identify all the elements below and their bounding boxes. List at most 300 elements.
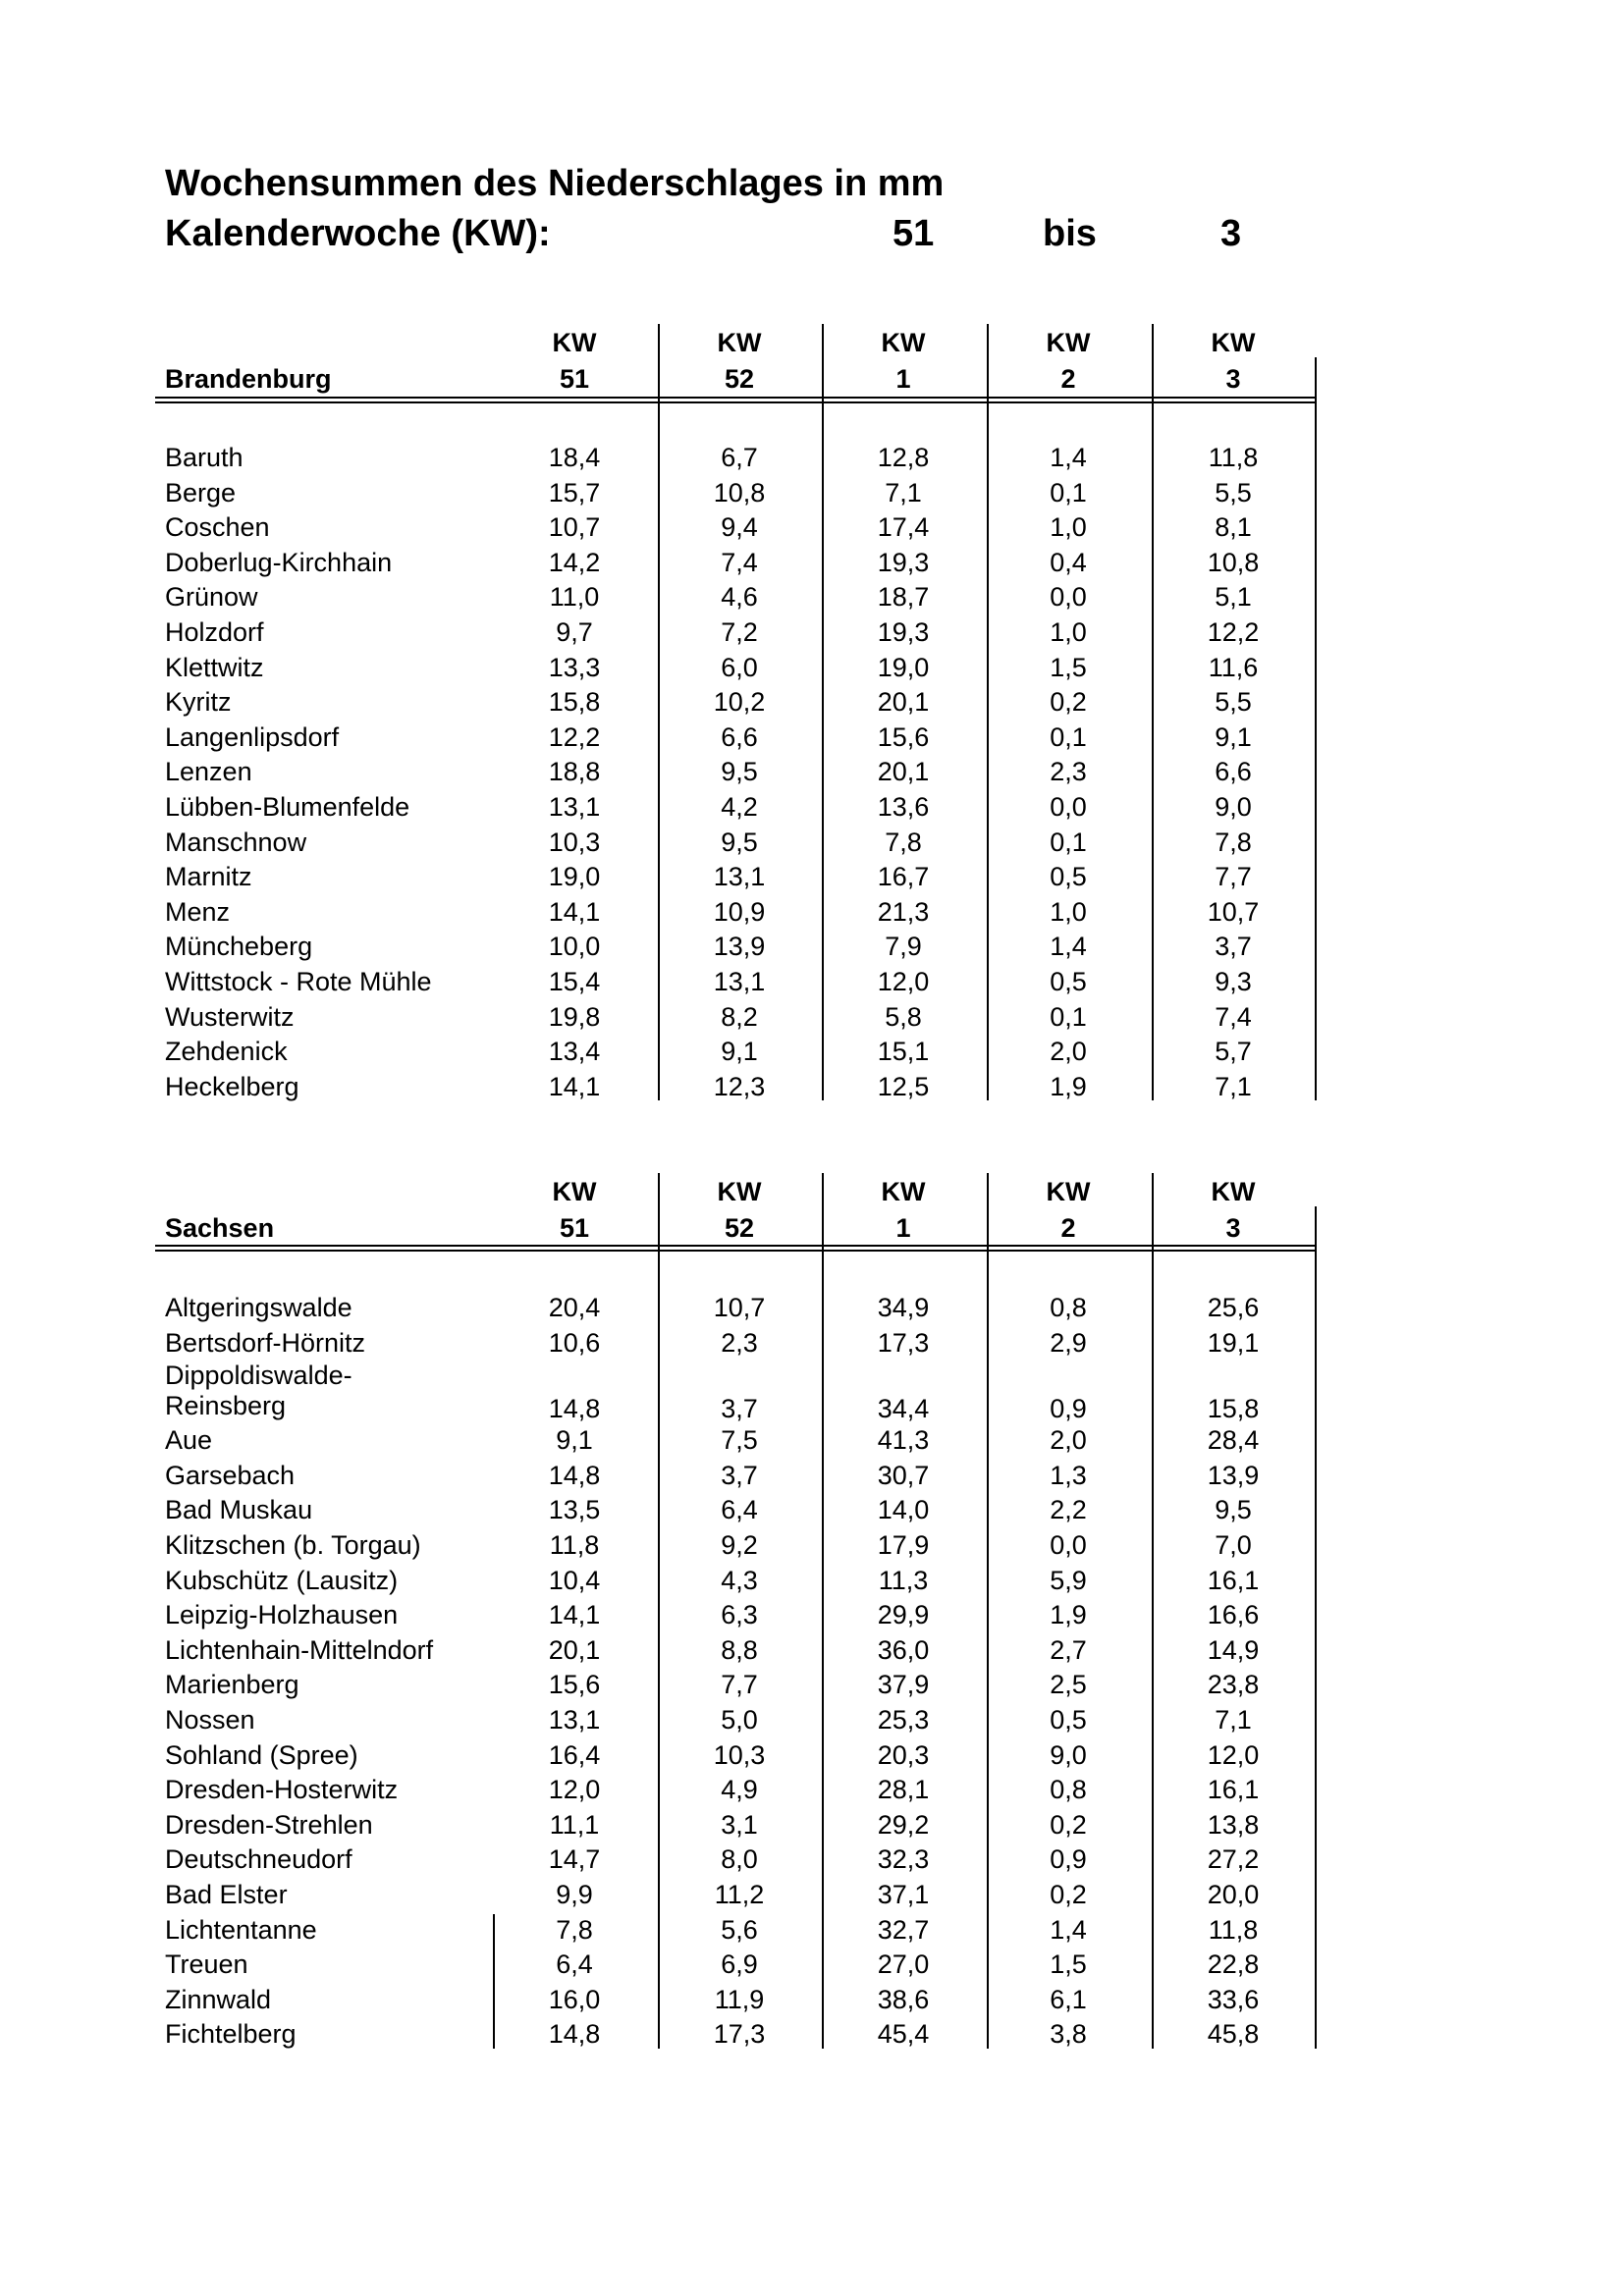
precipitation-value: 15,8 (1207, 1394, 1260, 1424)
precipitation-value: 6,0 (721, 652, 758, 682)
precipitation-value: 15,4 (548, 967, 601, 996)
precipitation-value: 11,2 (714, 1880, 765, 1909)
precipitation-value: 10,7 (713, 1293, 766, 1322)
station-name: Lenzen (165, 757, 252, 787)
precipitation-value: 11,8 (1208, 443, 1259, 472)
precipitation-value: 45,8 (1207, 2019, 1260, 2050)
table-row (0, 1598, 1624, 1633)
column-header-top: KW (1046, 1177, 1091, 1206)
column-divider (987, 324, 989, 1100)
precipitation-value: 5,1 (1215, 582, 1252, 613)
column-header-week: 52 (724, 1213, 755, 1243)
precipitation-value: 4,9 (721, 1775, 758, 1805)
precipitation-value: 12,2 (548, 721, 601, 752)
precipitation-value: 1,5 (1050, 652, 1087, 682)
precipitation-value: 7,8 (556, 1914, 593, 1945)
station-name: Menz (165, 896, 231, 927)
precipitation-value: 7,8 (885, 827, 922, 857)
precipitation-value: 8,8 (721, 1634, 758, 1665)
precipitation-value: 5,0 (721, 1705, 758, 1735)
precipitation-value: 4,2 (721, 792, 758, 822)
table-row (0, 441, 1624, 476)
station-name: Dresden-Hosterwitz (165, 1775, 399, 1805)
precipitation-value: 10,3 (713, 1739, 766, 1770)
table-row (0, 826, 1624, 861)
precipitation-value: 14,1 (548, 896, 601, 927)
precipitation-value: 11,9 (714, 1984, 765, 2014)
precipitation-value: 12,0 (548, 1775, 601, 1805)
station-name: Klitzschen (b. Torgau) (165, 1530, 421, 1560)
table-row (0, 685, 1624, 721)
precipitation-value: 14,0 (877, 1495, 930, 1525)
precipitation-value: 11,8 (1208, 1914, 1259, 1945)
precipitation-value: 27,2 (1207, 1844, 1260, 1875)
precipitation-value: 5,5 (1215, 477, 1252, 507)
precipitation-value: 19,1 (1207, 1327, 1260, 1358)
precipitation-value: 14,9 (1207, 1634, 1260, 1665)
precipitation-value: 28,4 (1207, 1425, 1260, 1456)
table-row (0, 1703, 1624, 1738)
table-row (0, 1070, 1624, 1105)
precipitation-value: 32,7 (877, 1914, 930, 1945)
column-header-top: KW (717, 1177, 762, 1206)
precipitation-value: 13,3 (548, 652, 601, 682)
station-name: Fichtelberg (165, 2019, 297, 2050)
precipitation-value: 5,6 (721, 1914, 758, 1945)
precipitation-value: 32,3 (877, 1844, 930, 1875)
precipitation-value: 5,7 (1215, 1037, 1252, 1067)
table-row (0, 1668, 1624, 1703)
precipitation-value: 41,3 (877, 1425, 930, 1456)
precipitation-value: 20,0 (1207, 1880, 1260, 1909)
station-name: Nossen (165, 1705, 255, 1735)
precipitation-value: 37,1 (877, 1880, 930, 1909)
precipitation-value: 7,7 (721, 1670, 758, 1700)
precipitation-value: 19,0 (548, 862, 601, 892)
precipitation-value: 0,5 (1050, 1705, 1087, 1735)
precipitation-value: 14,2 (548, 547, 601, 577)
precipitation-value: 5,5 (1215, 687, 1252, 718)
precipitation-value: 29,2 (877, 1809, 930, 1840)
header-rule (155, 397, 1315, 399)
column-header-week: 3 (1225, 1213, 1241, 1243)
precipitation-value: 7,1 (885, 477, 922, 507)
station-name: Berge (165, 477, 237, 507)
precipitation-value: 13,9 (713, 932, 766, 962)
week-range-bis: bis (1043, 213, 1097, 254)
station-name: Treuen (165, 1949, 248, 1980)
precipitation-value: 8,1 (1215, 512, 1252, 543)
precipitation-value: 7,4 (721, 547, 758, 577)
precipitation-value: 0,1 (1050, 827, 1087, 857)
precipitation-value: 12,0 (1207, 1739, 1260, 1770)
column-divider (493, 1914, 495, 2049)
precipitation-value: 20,4 (548, 1293, 601, 1322)
precipitation-value: 7,1 (1215, 1071, 1252, 1101)
page-title: Wochensummen des Niederschlages in mm (165, 163, 945, 204)
precipitation-value: 1,4 (1050, 1914, 1087, 1945)
station-name: Doberlug-Kirchhain (165, 547, 393, 577)
precipitation-value: 2,0 (1050, 1425, 1087, 1456)
precipitation-value: 9,5 (721, 827, 758, 857)
precipitation-value: 0,5 (1050, 967, 1087, 996)
precipitation-value: 0,5 (1050, 862, 1087, 892)
precipitation-value: 34,4 (877, 1394, 930, 1424)
station-name: Kubschütz (Lausitz) (165, 1565, 399, 1595)
precipitation-value: 19,3 (877, 617, 930, 647)
precipitation-value: 6,1 (1050, 1984, 1087, 2014)
precipitation-value: 11,6 (1208, 652, 1259, 682)
precipitation-value: 25,6 (1207, 1293, 1260, 1322)
table-row (0, 965, 1624, 1000)
precipitation-value: 0,9 (1050, 1844, 1087, 1875)
column-header-top: KW (1211, 328, 1256, 357)
table-row (0, 476, 1624, 511)
precipitation-value: 1,4 (1050, 443, 1087, 472)
precipitation-value: 9,1 (556, 1425, 593, 1456)
week-range-line (165, 213, 1242, 254)
column-header-week: 1 (895, 1213, 911, 1243)
column-header-week: 51 (559, 364, 590, 394)
precipitation-value: 34,9 (877, 1293, 930, 1322)
precipitation-value: 10,8 (1207, 547, 1260, 577)
precipitation-value: 12,0 (877, 967, 930, 996)
table-row (0, 1773, 1624, 1808)
precipitation-value: 3,7 (1215, 932, 1252, 962)
table-row (0, 651, 1624, 686)
precipitation-value: 0,8 (1050, 1775, 1087, 1805)
table-row (0, 546, 1624, 581)
precipitation-value: 0,1 (1050, 477, 1087, 507)
precipitation-value: 7,9 (885, 932, 922, 962)
precipitation-value: 10,2 (713, 687, 766, 718)
header-rule (155, 1245, 1315, 1247)
precipitation-value: 1,0 (1050, 896, 1087, 927)
column-header-top: KW (1046, 328, 1091, 357)
precipitation-value: 15,8 (548, 687, 601, 718)
precipitation-value: 27,0 (877, 1949, 930, 1980)
precipitation-value: 12,2 (1207, 617, 1260, 647)
week-range-to: 3 (1220, 213, 1242, 254)
table-row (0, 1035, 1624, 1070)
precipitation-value: 25,3 (877, 1705, 930, 1735)
precipitation-value: 6,6 (1215, 757, 1252, 787)
precipitation-value: 7,4 (1215, 1001, 1252, 1032)
precipitation-value: 12,3 (713, 1071, 766, 1101)
precipitation-value: 18,7 (877, 582, 930, 613)
precipitation-value: 18,8 (548, 757, 601, 787)
precipitation-value: 7,0 (1215, 1530, 1252, 1560)
precipitation-value: 11,8 (549, 1530, 600, 1560)
column-divider (822, 324, 824, 1100)
precipitation-value: 45,4 (877, 2019, 930, 2050)
precipitation-value: 2,7 (1050, 1634, 1087, 1665)
column-header-top: KW (552, 1177, 597, 1206)
station-name: Sohland (Spree) (165, 1739, 358, 1770)
table-row (0, 860, 1624, 895)
table-row (0, 755, 1624, 790)
precipitation-value: 2,5 (1050, 1670, 1087, 1700)
precipitation-value: 9,2 (721, 1530, 758, 1560)
precipitation-value: 21,3 (877, 896, 930, 927)
table-row (0, 1361, 1624, 1423)
precipitation-value: 30,7 (877, 1460, 930, 1490)
precipitation-value: 1,5 (1050, 1949, 1087, 1980)
precipitation-value: 4,6 (721, 582, 758, 613)
precipitation-value: 6,4 (721, 1495, 758, 1525)
precipitation-value: 16,1 (1207, 1775, 1260, 1805)
precipitation-value: 11,1 (549, 1809, 600, 1840)
header-rule (155, 1250, 1315, 1252)
precipitation-value: 3,1 (721, 1809, 758, 1840)
precipitation-value: 10,6 (548, 1327, 601, 1358)
column-divider (987, 1173, 989, 2049)
station-name: Dippoldiswalde- Reinsberg (165, 1361, 352, 1421)
precipitation-value: 9,0 (1050, 1739, 1087, 1770)
precipitation-value: 0,0 (1050, 582, 1087, 613)
precipitation-value: 18,4 (548, 443, 601, 472)
precipitation-value: 20,1 (877, 757, 930, 787)
column-header-top: KW (1211, 1177, 1256, 1206)
table-row (0, 1948, 1624, 1983)
precipitation-value: 33,6 (1207, 1984, 1260, 2014)
table-row (0, 1983, 1624, 2018)
station-name: Grünow (165, 582, 258, 613)
precipitation-value: 0,1 (1050, 1001, 1087, 1032)
precipitation-value: 19,3 (877, 547, 930, 577)
table-row (0, 1738, 1624, 1774)
station-name: Coschen (165, 512, 270, 543)
table-row (0, 1564, 1624, 1599)
precipitation-value: 0,0 (1050, 1530, 1087, 1560)
precipitation-value: 2,0 (1050, 1037, 1087, 1067)
precipitation-value: 6,3 (721, 1600, 758, 1630)
station-name: Bad Elster (165, 1880, 288, 1909)
precipitation-value: 15,7 (548, 477, 601, 507)
precipitation-value: 17,9 (877, 1530, 930, 1560)
precipitation-value: 0,2 (1050, 1880, 1087, 1909)
table-row (0, 721, 1624, 756)
precipitation-value: 20,1 (548, 1634, 601, 1665)
station-name: Wusterwitz (165, 1001, 295, 1032)
station-name: Bertsdorf-Hörnitz (165, 1327, 366, 1358)
table-row (0, 2017, 1624, 2053)
station-name: Zinnwald (165, 1984, 272, 2014)
column-header-week: 1 (895, 364, 911, 394)
station-name: Langenlipsdorf (165, 721, 340, 752)
week-range-label: Kalenderwoche (KW): (165, 213, 551, 254)
station-name: Garsebach (165, 1460, 296, 1490)
precipitation-value: 20,3 (877, 1739, 930, 1770)
station-name: Klettwitz (165, 652, 264, 682)
station-name: Wittstock - Rote Mühle (165, 967, 432, 996)
precipitation-value: 10,0 (548, 932, 601, 962)
precipitation-value: 13,1 (548, 1705, 601, 1735)
station-name: Bad Muskau (165, 1495, 313, 1525)
precipitation-value: 16,6 (1207, 1600, 1260, 1630)
station-name: Heckelberg (165, 1071, 299, 1101)
precipitation-value: 9,3 (1215, 967, 1252, 996)
table-row (0, 1633, 1624, 1669)
precipitation-value: 13,1 (713, 862, 766, 892)
precipitation-value: 14,1 (548, 1071, 601, 1101)
table-row (0, 1528, 1624, 1564)
precipitation-value: 36,0 (877, 1634, 930, 1665)
column-header-week: 3 (1225, 364, 1241, 394)
precipitation-value: 15,6 (877, 721, 930, 752)
station-name: Manschnow (165, 827, 307, 857)
precipitation-value: 14,8 (548, 2019, 601, 2050)
precipitation-value: 3,8 (1050, 2019, 1087, 2050)
precipitation-value: 14,8 (548, 1460, 601, 1490)
column-header-week: 51 (559, 1213, 590, 1243)
column-header-top: KW (717, 328, 762, 357)
precipitation-value: 7,8 (1215, 827, 1252, 857)
station-name: Müncheberg (165, 932, 313, 962)
station-name: Marnitz (165, 862, 252, 892)
precipitation-value: 37,9 (877, 1670, 930, 1700)
precipitation-value: 16,4 (548, 1739, 601, 1770)
precipitation-value: 0,8 (1050, 1293, 1087, 1322)
precipitation-value: 11,3 (878, 1565, 929, 1595)
precipitation-value: 9,5 (1215, 1495, 1252, 1525)
precipitation-value: 9,7 (556, 617, 593, 647)
station-name: Altgeringswalde (165, 1293, 352, 1322)
station-name: Lichtentanne (165, 1914, 317, 1945)
station-name: Marienberg (165, 1670, 299, 1700)
precipitation-value: 15,6 (548, 1670, 601, 1700)
table-row (0, 1423, 1624, 1459)
precipitation-value: 10,4 (548, 1565, 601, 1595)
precipitation-value: 9,1 (721, 1037, 758, 1067)
table-row (0, 580, 1624, 615)
precipitation-value: 1,4 (1050, 932, 1087, 962)
precipitation-value: 8,2 (721, 1001, 758, 1032)
region-label: Sachsen (165, 1213, 275, 1243)
precipitation-value: 2,3 (721, 1327, 758, 1358)
precipitation-value: 28,1 (877, 1775, 930, 1805)
precipitation-value: 16,7 (877, 862, 930, 892)
precipitation-value: 7,5 (721, 1425, 758, 1456)
table-row (0, 1878, 1624, 1913)
precipitation-value: 7,7 (1215, 862, 1252, 892)
column-header-week: 2 (1060, 364, 1076, 394)
precipitation-value: 17,4 (877, 512, 930, 543)
precipitation-value: 2,9 (1050, 1327, 1087, 1358)
precipitation-value: 5,8 (885, 1001, 922, 1032)
table-row (0, 615, 1624, 651)
precipitation-value: 0,0 (1050, 792, 1087, 822)
precipitation-value: 11,0 (549, 582, 600, 613)
precipitation-value: 3,7 (721, 1460, 758, 1490)
precipitation-value: 6,6 (721, 721, 758, 752)
precipitation-value: 14,7 (548, 1844, 601, 1875)
table-row (0, 1000, 1624, 1036)
column-divider (1152, 324, 1154, 1100)
station-name: Aue (165, 1425, 213, 1456)
precipitation-value: 3,7 (721, 1394, 758, 1424)
precipitation-value: 17,3 (877, 1327, 930, 1358)
precipitation-value: 5,9 (1050, 1565, 1087, 1595)
table-row (0, 1493, 1624, 1528)
station-name: Lübben-Blumenfelde (165, 792, 410, 822)
table-row (0, 510, 1624, 546)
precipitation-value: 6,9 (721, 1949, 758, 1980)
precipitation-value: 10,7 (548, 512, 601, 543)
column-divider (658, 1173, 660, 2049)
column-divider (1315, 1206, 1317, 2049)
station-name: Baruth (165, 443, 244, 472)
precipitation-value: 17,3 (713, 2019, 766, 2050)
precipitation-value: 6,4 (556, 1949, 593, 1980)
precipitation-value: 19,8 (548, 1001, 601, 1032)
precipitation-value: 10,3 (548, 827, 601, 857)
station-name: Leipzig-Holzhausen (165, 1600, 399, 1630)
precipitation-value: 22,8 (1207, 1949, 1260, 1980)
station-name: Kyritz (165, 687, 232, 718)
precipitation-value: 9,0 (1215, 792, 1252, 822)
table-row (0, 895, 1624, 931)
column-header-top: KW (881, 1177, 926, 1206)
precipitation-value: 14,8 (548, 1394, 601, 1424)
precipitation-value: 16,0 (548, 1984, 601, 2014)
precipitation-value: 4,3 (721, 1565, 758, 1595)
column-header-week: 52 (724, 364, 755, 394)
header-rule (155, 401, 1315, 403)
column-header-top: KW (881, 328, 926, 357)
precipitation-value: 16,1 (1207, 1565, 1260, 1595)
precipitation-value: 10,7 (1207, 896, 1260, 927)
station-name: Zehdenick (165, 1037, 288, 1067)
precipitation-value: 15,1 (877, 1037, 930, 1067)
station-name: Dresden-Strehlen (165, 1809, 373, 1840)
precipitation-value: 13,1 (548, 792, 601, 822)
table-row (0, 1808, 1624, 1843)
precipitation-value: 1,3 (1050, 1460, 1087, 1490)
column-divider (1315, 357, 1317, 1100)
precipitation-value: 13,5 (548, 1495, 601, 1525)
precipitation-value: 13,9 (1207, 1460, 1260, 1490)
table-row (0, 1913, 1624, 1949)
precipitation-value: 13,8 (1207, 1809, 1260, 1840)
precipitation-value: 1,9 (1050, 1071, 1087, 1101)
table-row (0, 1291, 1624, 1326)
precipitation-value: 23,8 (1207, 1670, 1260, 1700)
column-divider (822, 1173, 824, 2049)
station-name: Lichtenhain-Mittelndorf (165, 1634, 434, 1665)
precipitation-value: 9,9 (556, 1880, 593, 1909)
precipitation-value: 13,4 (548, 1037, 601, 1067)
table-row (0, 1326, 1624, 1362)
station-name: Holzdorf (165, 617, 264, 647)
table-row (0, 930, 1624, 965)
table-row (0, 790, 1624, 826)
precipitation-value: 9,5 (721, 757, 758, 787)
precipitation-value: 12,8 (877, 443, 930, 472)
precipitation-value: 2,2 (1050, 1495, 1087, 1525)
table-row (0, 1842, 1624, 1878)
precipitation-value: 14,1 (548, 1600, 601, 1630)
precipitation-value: 1,0 (1050, 617, 1087, 647)
precipitation-value: 1,0 (1050, 512, 1087, 543)
column-divider (658, 324, 660, 1100)
table-row (0, 1459, 1624, 1494)
precipitation-value: 9,4 (721, 512, 758, 543)
precipitation-value: 10,8 (713, 477, 766, 507)
precipitation-value: 13,1 (713, 967, 766, 996)
precipitation-value: 0,2 (1050, 1809, 1087, 1840)
precipitation-value: 0,4 (1050, 547, 1087, 577)
